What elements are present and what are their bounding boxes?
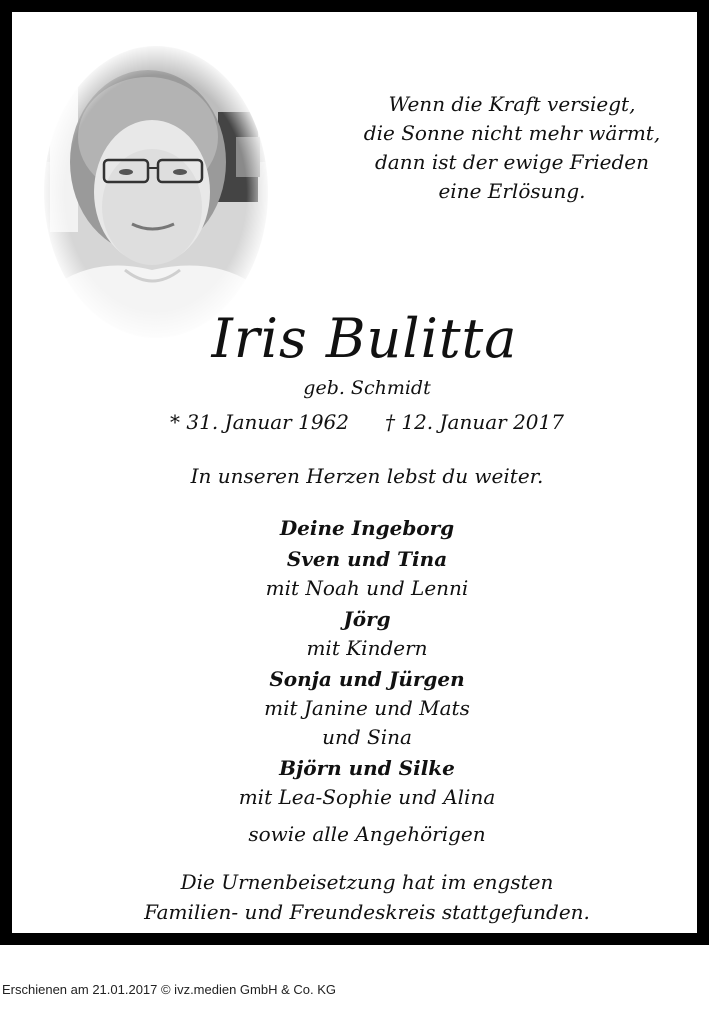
mourner-name: Jörg <box>343 607 391 631</box>
poem-line: eine Erlösung. <box>438 179 586 203</box>
death-date: † 12. Januar 2017 <box>385 410 564 434</box>
mourner-detail: mit Noah und Lenni <box>265 576 469 600</box>
poem-line: dann ist der ewige Frieden <box>375 150 649 174</box>
motto: In unseren Herzen lebst du weiter. <box>190 464 544 488</box>
deceased-name: Iris Bulitta <box>211 307 518 370</box>
mourner-group <box>92 665 642 752</box>
mourner-detail: und Sina <box>322 725 412 749</box>
mourner-name: Sonja und Jürgen <box>269 667 465 691</box>
mourner-group <box>92 754 642 812</box>
mourner-detail: mit Janine und Mats <box>264 696 470 720</box>
closing-line: Familien- und Freundeskreis stattgefunden. <box>144 900 590 924</box>
closing-line: Die Urnenbeisetzung hat im engsten <box>180 870 554 894</box>
mourner-group <box>92 545 642 603</box>
birth-date: * 31. Januar 1962 <box>170 410 349 434</box>
mourner-detail: mit Kindern <box>306 636 428 660</box>
mourner-name: Deine Ingeborg <box>279 516 455 540</box>
mourner-detail: mit Lea-Sophie und Alina <box>238 785 496 809</box>
mourner-name: Sven und Tina <box>286 547 448 571</box>
poem <box>312 90 709 206</box>
life-dates <box>92 407 642 437</box>
poem-line: die Sonne nicht mehr wärmt, <box>363 121 661 145</box>
obituary-card <box>12 12 697 933</box>
mourners-list <box>92 514 642 851</box>
mourner-detail: sowie alle Angehörigen <box>248 822 486 846</box>
mourner-group <box>92 605 642 663</box>
mourner-group <box>92 514 642 543</box>
poem-line: Wenn die Kraft versiegt, <box>388 92 636 116</box>
mourner-group <box>92 820 642 849</box>
mourner-name: Björn und Silke <box>279 756 455 780</box>
maiden-name: geb. Schmidt <box>303 377 431 399</box>
portrait-photo <box>40 42 272 344</box>
closing-note <box>52 867 682 927</box>
publication-footer: Erschienen am 21.01.2017 © ivz.medien GmbH & Co. KG <box>2 982 337 997</box>
